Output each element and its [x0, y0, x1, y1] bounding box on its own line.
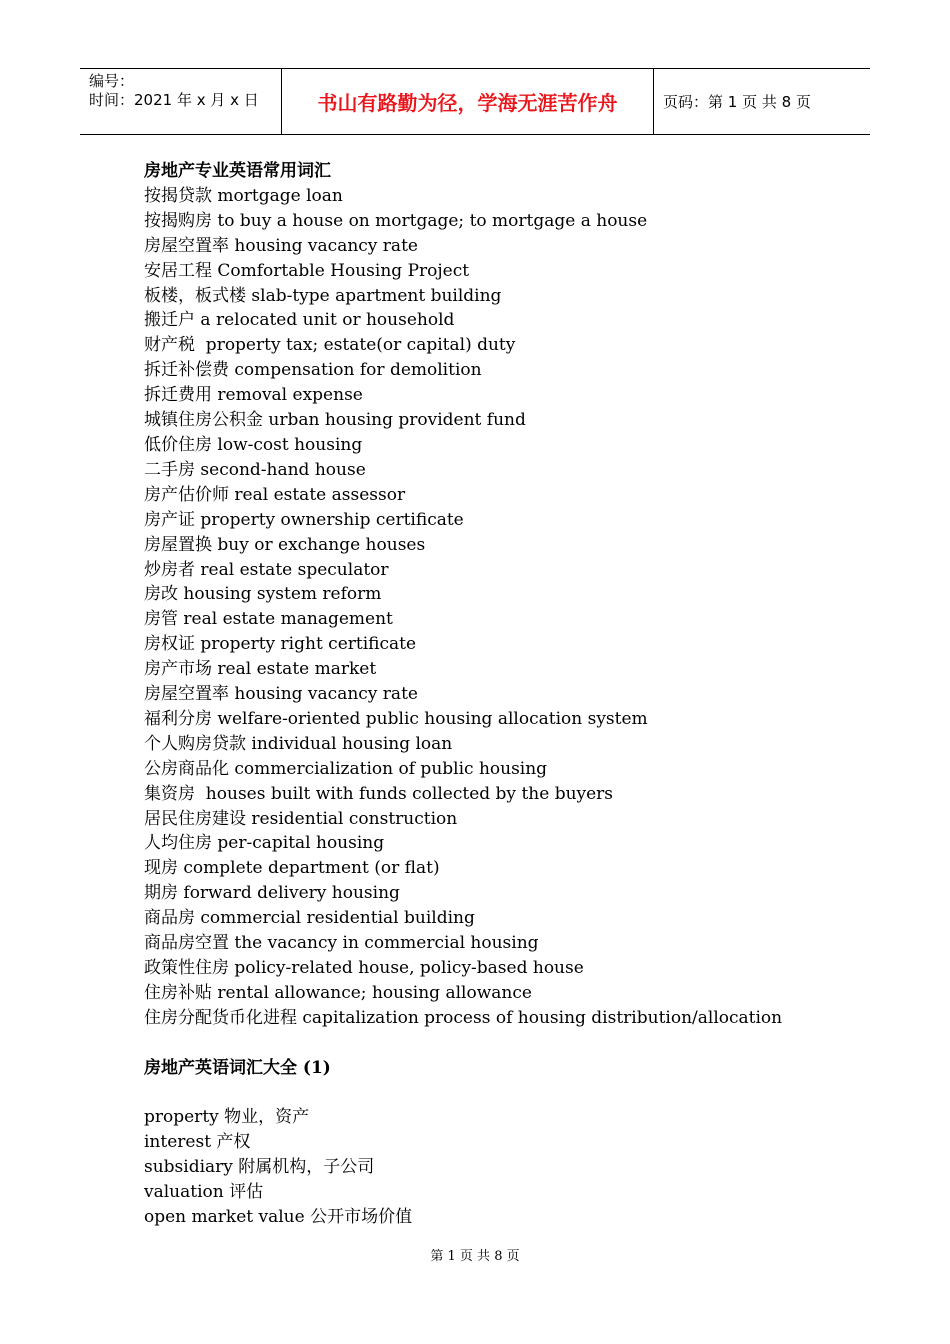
- vocab-line: 商品房 commercial residential building: [144, 908, 475, 929]
- vocab-line: 个人购房贷款 individual housing loan: [144, 733, 453, 754]
- vocab-line: 城镇住房公积金 urban housing provident fund: [144, 410, 526, 431]
- vocab-line: 政策性住房 policy-related house, policy-based house: [144, 958, 584, 978]
- vocab-line: 低价住房 low-cost housing: [144, 434, 363, 455]
- header-time-label: 时间：2021 年 x 月 x 日: [89, 91, 259, 109]
- header-page-info: 页码：第 1 页 共 8 页: [663, 93, 811, 111]
- vocab-line: 房屋空置率 housing vacancy rate: [144, 684, 418, 705]
- vocab-line: subsidiary 附属机构，子公司: [144, 1157, 375, 1178]
- vocab-line: 房屋空置率 housing vacancy rate: [144, 235, 418, 256]
- vocab-line: valuation 评估: [144, 1182, 264, 1203]
- vocab-line: 安居工程 Comfortable Housing Project: [144, 260, 470, 281]
- vocab-line: 房产证 property ownership certificate: [144, 509, 464, 530]
- header-number-label: 编号：: [89, 72, 135, 90]
- vocab-line: 住房分配货币化进程 capitalization process of housing distribution/allocation: [144, 1007, 783, 1028]
- section1-list: [144, 184, 844, 1031]
- vocab-line: 居民住房建设 residential construction: [144, 808, 458, 829]
- spacer: [144, 1031, 844, 1056]
- section2-list: [144, 1105, 844, 1230]
- vocab-line: 现房 complete department (or flat): [144, 858, 440, 879]
- vocab-line: 住房补贴 rental allowance; housing allowance: [144, 982, 532, 1003]
- page-footer: 第 1 页 共 8 页: [430, 1249, 520, 1264]
- vocab-line: 拆迁费用 removal expense: [144, 385, 363, 406]
- vocab-line: 按揭贷款 mortgage loan: [144, 185, 343, 206]
- vocab-line: 期房 forward delivery housing: [144, 883, 400, 904]
- vocab-line: interest 产权: [144, 1132, 251, 1153]
- vocab-line: 房权证 property right certificate: [144, 634, 417, 655]
- vocab-line: 房改 housing system reform: [144, 584, 382, 605]
- vocab-line: 房产市场 real estate market: [144, 659, 377, 680]
- document-body: [144, 159, 844, 1230]
- vocab-line: 公房商品化 commercialization of public housing: [144, 758, 548, 779]
- section2-title: 房地产英语词汇大全 (1): [144, 1057, 331, 1078]
- vocab-line: 拆迁补偿费 compensation for demolition: [144, 360, 482, 381]
- vocab-line: 按揭购房 to buy a house on mortgage; to mortgage a house: [144, 210, 648, 231]
- vocab-line: 福利分房 welfare-oriented public housing allocation system: [144, 708, 648, 729]
- vocab-line: 集资房 houses built with funds collected by the buyers: [144, 783, 614, 804]
- header-motto: 书山有路勤为径，学海无涯苦作舟: [282, 69, 654, 134]
- vocab-line: 房屋置换 buy or exchange houses: [144, 534, 426, 555]
- vocab-line: 炒房者 real estate speculator: [144, 559, 389, 580]
- section1-title: 房地产专业英语常用词汇: [144, 161, 331, 181]
- vocab-line: 搬迁户 a relocated unit or household: [144, 310, 455, 331]
- page-header: [80, 68, 870, 135]
- vocab-line: 房产估价师 real estate assessor: [144, 484, 406, 505]
- vocab-line: 板楼，板式楼 slab-type apartment building: [144, 285, 502, 306]
- vocab-line: 房管 real estate management: [144, 609, 393, 630]
- vocab-line: 财产税 property tax; estate(or capital) duty: [144, 335, 516, 356]
- spacer: [144, 1081, 844, 1106]
- vocab-line: 二手房 second-hand house: [144, 459, 366, 480]
- vocab-line: 商品房空置 the vacancy in commercial housing: [144, 933, 539, 954]
- vocab-line: property 物业，资产: [144, 1107, 310, 1128]
- vocab-line: open market value 公开市场价值: [144, 1207, 413, 1228]
- header-meta: [80, 69, 282, 134]
- vocab-line: 人均住房 per-capital housing: [144, 833, 385, 854]
